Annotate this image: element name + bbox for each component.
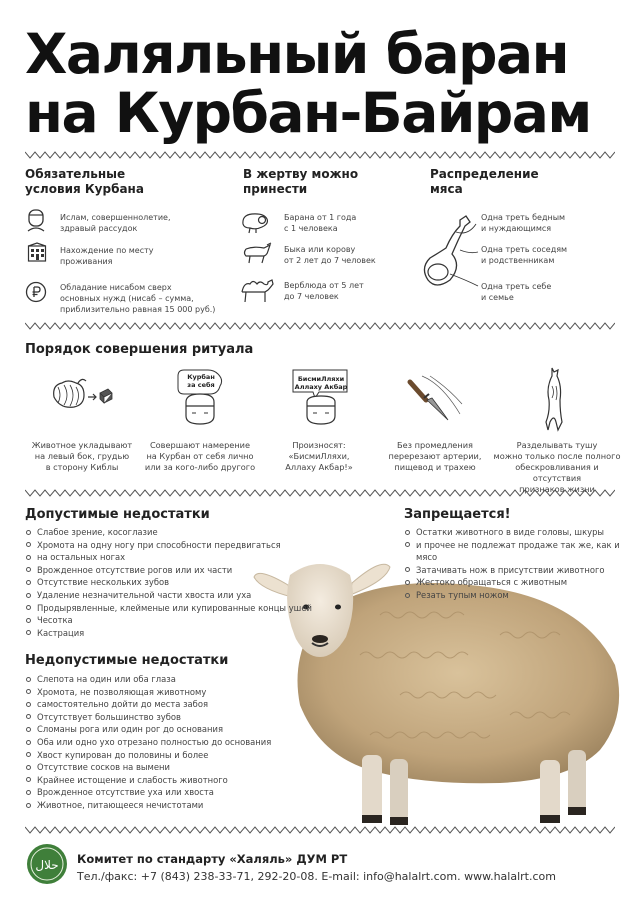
allowed-list [25, 526, 315, 639]
list-item: Сломаны рога или один рог до основания [25, 723, 285, 736]
list-item: Хвост купирован до половины и более [25, 749, 285, 762]
distribution-item-2: Одна треть соседям и родственникам [481, 245, 568, 265]
list-item: Отсутствие нескольких зубов [25, 576, 315, 589]
list-item: Оба или одно ухо отрезано полностью до основания [25, 736, 285, 749]
ram-icon [240, 210, 274, 234]
distribution-item-3: Одна треть себе и семье [481, 282, 552, 302]
not-allowed-list [25, 673, 285, 812]
list-item: Хромота, не позволяющая животному [25, 686, 285, 699]
list-item: Отсутствует большинство зубов [25, 711, 285, 724]
condition-item-1: Ислам, совершеннолетие, здравый рассудок [60, 213, 171, 233]
carcass-icon [538, 366, 572, 434]
list-item: Чесотка [25, 614, 315, 627]
person-icon [25, 208, 47, 232]
lying-animal-icon [48, 375, 114, 415]
list-item: Затачивать нож в присутствии животного [404, 564, 629, 577]
sacrifice-item-1: Барана от 1 года с 1 человека [284, 213, 357, 233]
distribution-item-1: Одна треть бедным и нуждающимся [481, 213, 566, 233]
ritual-step-2-caption: Совершают намерение на Курбан от себя лично или за кого-либо другого [144, 440, 256, 472]
cow-icon [240, 241, 274, 265]
sacrifice-item-2: Быка или корову от 2 лет до 7 человек [284, 245, 376, 265]
list-item: Крайнее истощение и слабость животного [25, 774, 285, 787]
list-item: Слабое зрение, косоглазие [25, 526, 315, 539]
list-item: Слепота на один или оба глаза [25, 673, 285, 686]
footer-org: Комитет по стандарту «Халяль» ДУМ РТ [77, 852, 348, 866]
condition-item-2: Нахождение по месту проживания [60, 246, 154, 266]
divider-zigzag [25, 322, 615, 330]
sacrifice-item-3: Верблюда от 5 лет до 7 человек [284, 281, 364, 301]
list-item: Животное, питающееся нечистотами [25, 799, 285, 812]
list-item: Продырявленные, клейменые или купированные концы ушей [25, 602, 315, 615]
ritual-step-2-bubble: Курбан за себя [187, 373, 215, 389]
not-allowed-heading: Недопустимые недостатки [25, 653, 229, 668]
allowed-heading: Допустимые недостатки [25, 507, 210, 522]
ritual-step-4-caption: Без промедления перерезают артерии, пищевод и трахею [388, 440, 482, 472]
list-item: Хромота на одну ногу при способности передвигаться [25, 539, 315, 552]
list-item: Остатки животного в виде головы, шкуры [404, 526, 629, 539]
list-item: Врожденное отсутствие рогов или их части [25, 564, 315, 577]
list-item: Резать тупым ножом [404, 589, 629, 602]
halal-logo [25, 842, 69, 886]
sacrifice-heading: В жертву можно принести [243, 167, 359, 196]
list-item: самостоятельно дойти до места забоя [25, 698, 285, 711]
divider-zigzag [25, 151, 615, 159]
list-item: и прочее не подлежат продаже так же, как и мясо [404, 539, 629, 564]
list-item: Кастрация [25, 627, 315, 640]
ritual-step-1-caption: Животное укладывают на левый бок, грудью в сторону Киблы [31, 440, 133, 472]
coin-icon [25, 281, 47, 303]
ritual-step-5-caption: Разделывать тушу можно только после полного обескровливания и отсутствия признаков жизни [493, 440, 621, 494]
title-line-2: на Курбан-Байрам [25, 81, 591, 145]
halal-logo-text: حلال [35, 858, 59, 872]
list-item: Отсутствие сосков на вымени [25, 761, 285, 774]
knife-icon [402, 374, 466, 426]
list-item: Жестоко обращаться с животным [404, 576, 629, 589]
list-item: Удаление незначительной части хвоста или уха [25, 589, 315, 602]
ritual-step-3-caption: Произносят: «БисмиЛляхи, Аллаху Акбар!» [285, 440, 353, 472]
list-item: на остальных ногах [25, 551, 315, 564]
condition-item-3: Обладание нисабом сверх основных нужд (нисаб – сумма, приблизительно равная 15 000 руб.) [60, 283, 216, 314]
footer-contacts: Тел./факс: +7 (843) 238-33-71, 292-20-08. E-mail: info@halalrt.com. www.halalrt.com [77, 870, 556, 883]
title-line-1: Халяльный баран [25, 22, 569, 86]
ritual-step-3-bubble: БисмиЛляхи Аллаху Акбар [294, 375, 348, 391]
forbidden-heading: Запрещается! [404, 507, 511, 522]
ritual-heading: Порядок совершения ритуала [25, 342, 254, 357]
distribution-heading: Распределение мяса [430, 167, 539, 196]
house-icon [27, 242, 47, 262]
forbidden-list [404, 526, 629, 602]
conditions-heading: Обязательные условия Курбана [25, 167, 144, 196]
camel-icon [238, 276, 276, 304]
list-item: Врожденное отсутствие уха или хвоста [25, 786, 285, 799]
meat-leg-icon [420, 214, 482, 292]
